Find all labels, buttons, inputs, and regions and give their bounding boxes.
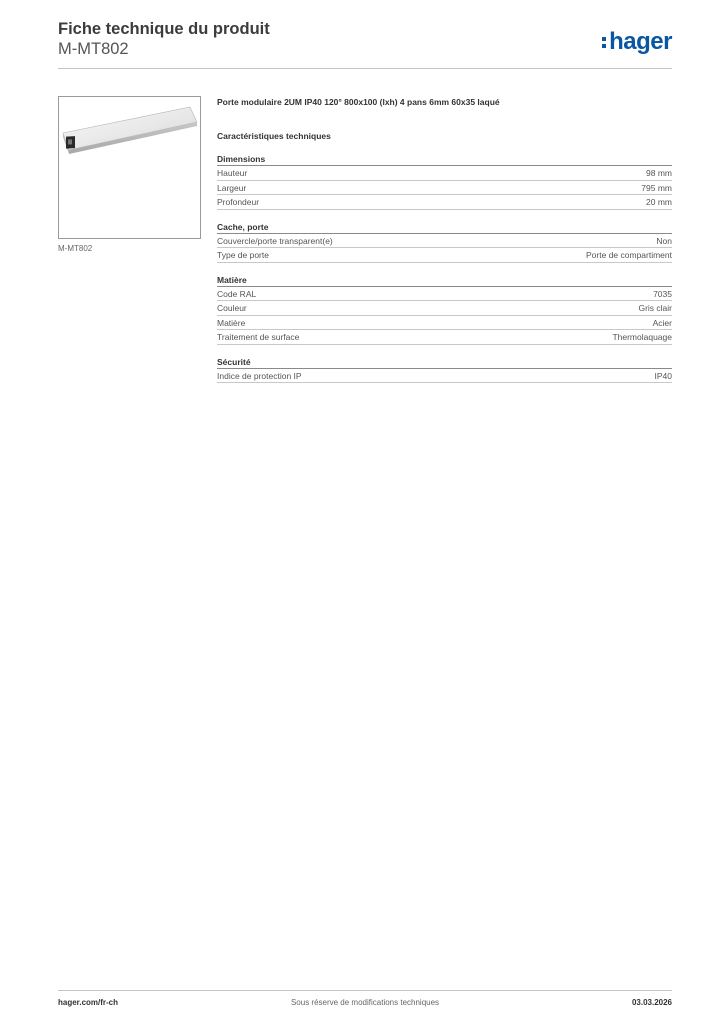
spec-label: Couvercle/porte transparent(e) bbox=[217, 235, 333, 246]
spec-row bbox=[217, 330, 672, 345]
spec-row bbox=[217, 301, 672, 316]
footer-disclaimer: Sous réserve de modifications techniques bbox=[290, 998, 440, 1007]
spec-label: Couleur bbox=[217, 303, 247, 313]
spec-value: Gris clair bbox=[638, 303, 672, 313]
product-description: Porte modulaire 2UM IP40 120° 800x100 (lxh) 4 pans 6mm 60x35 laqué bbox=[217, 97, 500, 107]
section-title: Matière bbox=[217, 274, 672, 287]
section-securite bbox=[217, 356, 672, 384]
section-title: Dimensions bbox=[217, 153, 672, 166]
spec-value: IP40 bbox=[654, 370, 672, 381]
section-title: Cache, porte bbox=[217, 221, 672, 234]
spec-label: Code RAL bbox=[217, 288, 257, 299]
section-title: Sécurité bbox=[217, 356, 672, 369]
spec-label: Matière bbox=[217, 317, 246, 328]
footer-divider bbox=[58, 990, 672, 991]
hager-logo bbox=[602, 28, 672, 56]
header-divider bbox=[58, 68, 672, 69]
logo-text: hager bbox=[609, 28, 672, 55]
logo-dots-icon bbox=[602, 37, 606, 48]
product-details bbox=[217, 96, 672, 383]
spec-row bbox=[217, 234, 672, 249]
spec-row bbox=[217, 287, 672, 302]
spec-label: Hauteur bbox=[217, 168, 248, 178]
section-cache-porte bbox=[217, 221, 672, 263]
spec-value: 98 mm bbox=[646, 168, 672, 178]
product-reference: M-MT802 bbox=[58, 40, 129, 58]
spec-label: Type de porte bbox=[217, 250, 269, 260]
section-matiere bbox=[217, 274, 672, 345]
tech-specs-title: Caractéristiques techniques bbox=[217, 131, 331, 141]
spec-label: Largeur bbox=[217, 182, 247, 193]
spec-row bbox=[217, 248, 672, 263]
image-caption: M-MT802 bbox=[58, 244, 93, 253]
spec-row bbox=[217, 195, 672, 210]
footer-date: 03.03.2026 bbox=[631, 998, 672, 1007]
spec-row bbox=[217, 316, 672, 331]
spec-value: 20 mm bbox=[646, 197, 672, 207]
spec-row bbox=[217, 166, 672, 181]
spec-row bbox=[217, 369, 672, 384]
spec-value: Thermolaquage bbox=[612, 332, 672, 342]
product-image bbox=[58, 96, 201, 239]
page-header bbox=[58, 20, 672, 68]
spec-label: Traitement de surface bbox=[217, 332, 300, 342]
page-footer bbox=[58, 998, 672, 1012]
footer-website-link[interactable]: hager.com/fr-ch bbox=[58, 998, 119, 1007]
spec-value: 7035 bbox=[653, 288, 672, 299]
spec-value: 795 mm bbox=[641, 182, 672, 193]
spec-value: Non bbox=[656, 235, 672, 246]
spec-row bbox=[217, 181, 672, 196]
spec-value: Porte de compartiment bbox=[586, 250, 672, 260]
spec-label: Profondeur bbox=[217, 197, 260, 207]
spec-label: Indice de protection IP bbox=[217, 370, 302, 381]
section-dimensions bbox=[217, 153, 672, 210]
modular-door-illustration bbox=[59, 97, 200, 238]
page-title: Fiche technique du produit bbox=[58, 20, 270, 38]
spec-value: Acier bbox=[652, 317, 672, 328]
